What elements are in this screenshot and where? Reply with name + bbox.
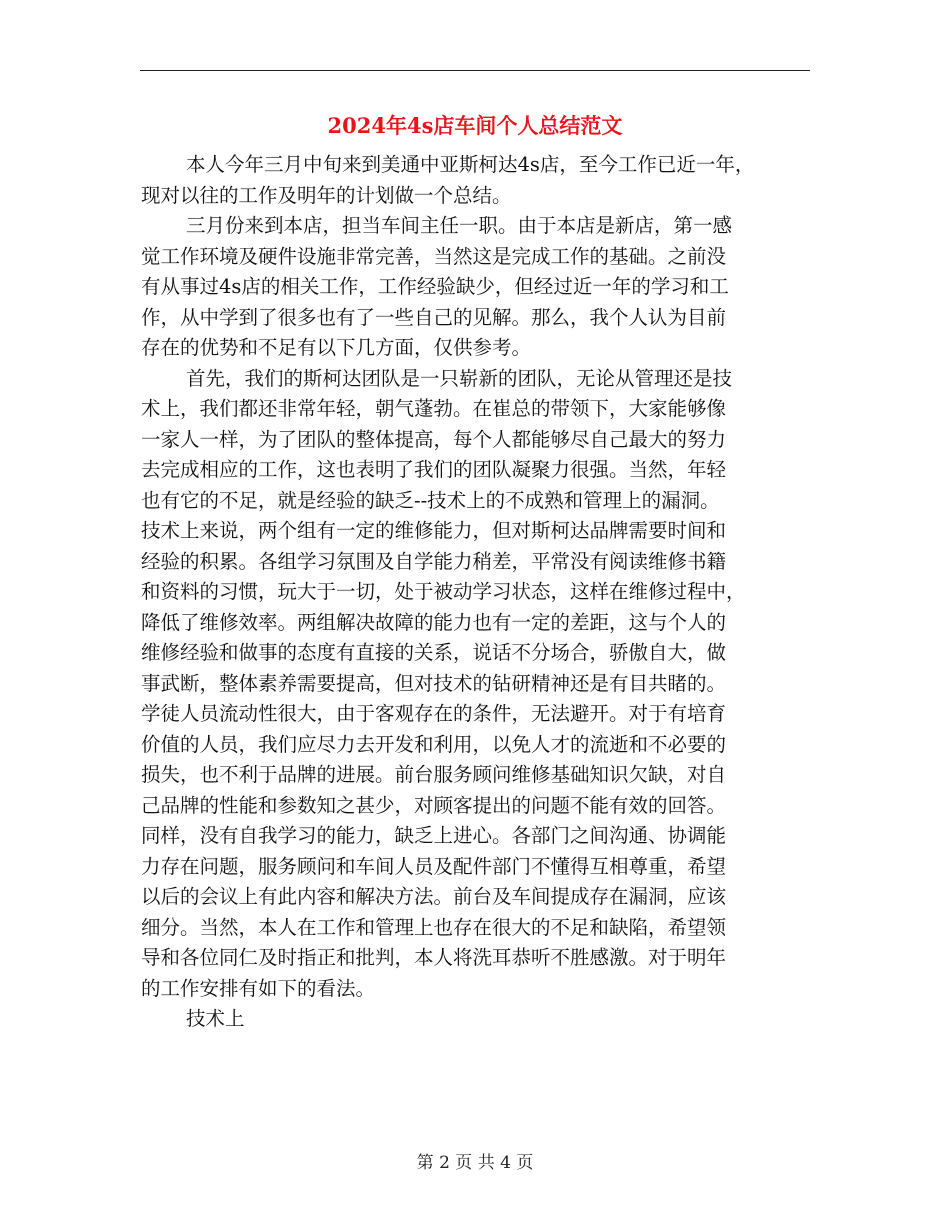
- document-title: 2024年4s店车间个人总结范文: [327, 113, 623, 138]
- body-line: 损失，也不利于品牌的进展。前台服务顾问维修基础知识欠缺，对自: [141, 763, 727, 786]
- body-line: 和资料的习惯，玩大于一切，处于被动学习状态，这样在维修过程中，: [141, 580, 746, 603]
- body-line: 降低了维修效率。两组解决故障的能力也有一定的差距，这与个人的: [141, 610, 727, 634]
- body-line: 术上，我们都还非常年轻，朝气蓬勃。在崔总的带领下，大家能够像: [141, 397, 727, 420]
- body-line: 的工作安排有如下的看法。: [141, 976, 376, 1000]
- body-line: 导和各位同仁及时指正和批判，本人将洗耳恭听不胜感激。对于明年: [141, 946, 727, 969]
- body-line: 作，从中学到了很多也有了一些自己的见解。那么，我个人认为目前: [141, 305, 727, 329]
- body-line: 有从事过4s店的相关工作，工作经验缺少，但经过近一年的学习和工: [141, 275, 729, 298]
- body-line: 去完成相应的工作，这也表明了我们的团队凝聚力很强。当然，年轻: [141, 458, 727, 481]
- body-line: 现对以往的工作及明年的计划做一个总结。: [141, 183, 512, 207]
- body-line: 一家人一样，为了团队的整体提高，每个人都能够尽自己最大的努力: [141, 427, 727, 451]
- body-line: 本人今年三月中旬来到美通中亚斯柯达4s店，至今工作已近一年，: [186, 153, 755, 176]
- body-line: 首先，我们的斯柯达团队是一只崭新的团队，无论从管理还是技: [186, 366, 733, 390]
- body-line: 技术上来说，两个组有一定的维修能力，但对斯柯达品牌需要时间和: [141, 519, 727, 542]
- body-line: 事武断，整体素养需要提高，但对技术的钻研精神还是有目共睹的。: [141, 671, 727, 695]
- body-line: 觉工作环境及硬件设施非常完善，当然这是完成工作的基础。之前没: [141, 244, 727, 268]
- body-line: 学徒人员流动性很大，由于客观存在的条件，无法避开。对于有培育: [141, 702, 727, 725]
- body-line: 己品牌的性能和参数知之甚少，对顾客提出的问题不能有效的回答。: [141, 793, 727, 817]
- body-line: 维修经验和做事的态度有直接的关系，说话不分场合，骄傲自大，做: [141, 641, 727, 664]
- body-line: 三月份来到本店，担当车间主任一职。由于本店是新店，第一感: [186, 214, 733, 237]
- body-line: 也有它的不足，就是经验的缺乏--技术上的不成熟和管理上的漏洞。: [141, 488, 720, 512]
- page-number-footer: 第 2 页 共 4 页: [416, 1153, 534, 1173]
- body-line: 细分。当然，本人在工作和管理上也存在很大的不足和缺陷，希望领: [141, 915, 727, 939]
- body-line: 存在的优势和不足有以下几方面，仅供参考。: [141, 336, 532, 359]
- body-line: 技术上: [186, 1007, 245, 1030]
- body-line: 价值的人员，我们应尽力去开发和利用，以免人才的流逝和不必要的: [141, 732, 727, 756]
- document-body: [141, 150, 821, 1035]
- body-line: 力存在问题，服务顾问和车间人员及配件部门不懂得互相尊重，希望: [141, 854, 727, 878]
- body-line: 以后的会议上有此内容和解决方法。前台及车间提成存在漏洞，应该: [141, 885, 727, 908]
- body-line: 经验的积累。各组学习氛围及自学能力稍差，平常没有阅读维修书籍: [141, 549, 727, 573]
- header-rule: [140, 70, 810, 71]
- body-line: 同样，没有自我学习的能力，缺乏上进心。各部门之间沟通、协调能: [141, 824, 727, 847]
